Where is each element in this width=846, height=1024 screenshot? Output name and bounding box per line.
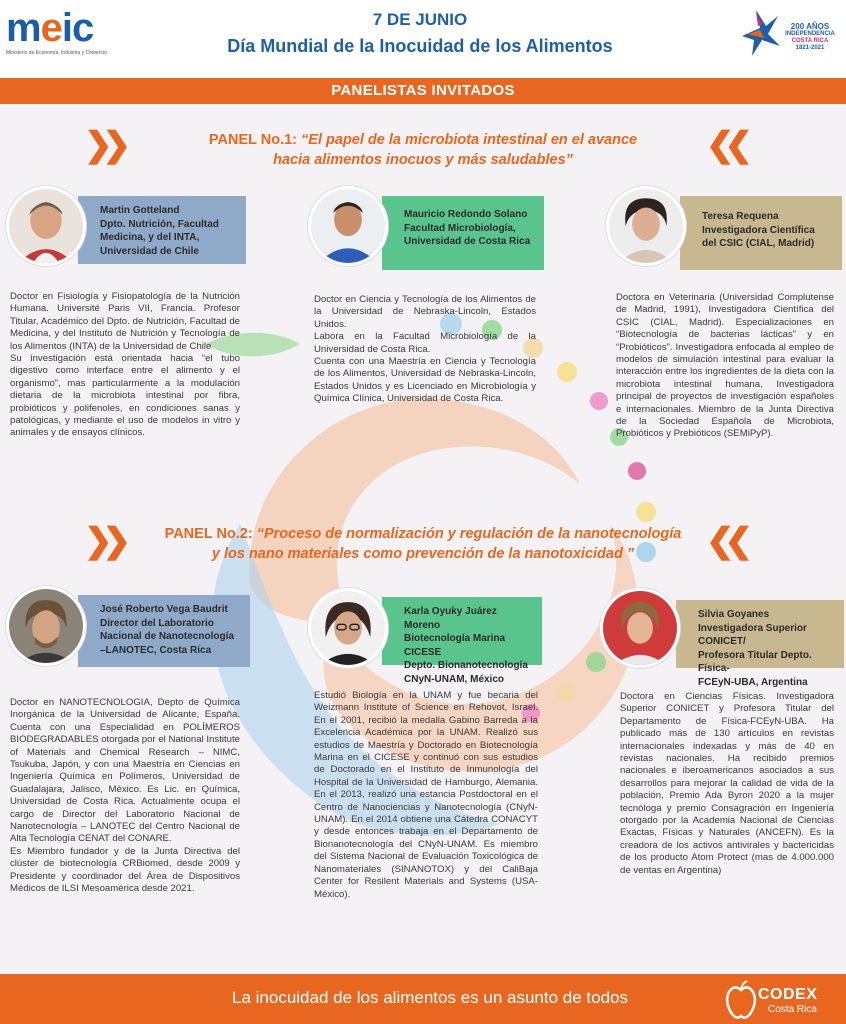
panelist-name-box: Mauricio Redondo Solano Facultad Microbiología, Universidad de Costa Rica <box>382 196 544 270</box>
panelists-band: PANELISTAS INVITADOS <box>0 78 846 104</box>
bicentennial-logo: 200 AÑOS INDEPENDENCIA COSTA RICA 1821-2021 <box>738 6 842 62</box>
panelist-bio: Doctor en Fisiología y Fisiopatología de la Nutrición Humana. Université Paris VII, Francia. Profesor Titular, Académico del Dpto. de Nutrición, Facultad de Medicina, y del Instituto de Nutrición y Tecnología de los Alimentos (INTA) de la Universidad de Chile Su investigación está orientada hacia “el tubo digestivo como interface entre el alimento y el organismo”, mas particularmente a la modulación dietaria de la microbiota intestinal por fibra, probióticos y polifenoles, en condiciones sanas y patológicas, y mediante el uso de modelos in vitro y animales y de ensayos clínicos. <box>10 291 240 439</box>
panelist-bio: Doctor en NANOTECNOLOGIA, Depto de Química Inorgánica de la Universidad de Alicante, España. Cuenta con una Especialidad en POLÍMEROS BIODEGRADABLES otorgada por el National Institute of Materials and Chemical Research – NIMC, Tsukuba, Japón, y con una Maestría en Ciencias en Ingeniería Química en Polímeros, Universidad de Guadalajara, Jalisco, México. Es Lic. en Química, Universidad de Costa Rica. Actualmente ocupa el cargo de Director del Laboratorio Nacional de Nanotecnología – LANOTEC del Centro Nacional de Alta Tecnología CENAT del CONARE. Es Miembro fundador y de la Junta Directiva del clúster de biotecnología CRBiomed, desde 2009 y Presidente y coordinador del Área de Dispositivos Médicos de ILSI Mesoamérica desde 2021. <box>10 697 240 895</box>
chevron-right-icon: ❯❯ <box>84 522 121 560</box>
panelist-photo <box>308 588 388 668</box>
chevron-right-icon: ❯❯ <box>84 126 121 164</box>
decorative-dot <box>590 392 608 410</box>
meic-logo-subtitle: Ministerio de Economía, Industria y Comercio <box>6 50 107 56</box>
decorative-dot <box>556 682 576 702</box>
panelist-photo <box>308 186 388 266</box>
event-date: 7 DE JUNIO <box>372 10 468 29</box>
bird-icon <box>738 6 782 58</box>
chevron-left-icon: ❮❮ <box>706 522 743 560</box>
codex-sub: Costa Rica <box>768 1004 817 1015</box>
chevron-left-icon: ❮❮ <box>706 126 743 164</box>
panelist-bio: Doctora en Veterinaria (Universidad Complutense de Madrid, 1991), Investigadora Científica del CSIC (CIAL, Madrid). Especializaciones en “Biotecnología de bacterias lácticas” y en “Probióticos”. Investigadora enfocada al empleo de modelos de simulación intestinal para evaluar la interacción entre los ingredientes de la dieta con la microbiota intestinal humana. Investigadora principal de proyectos de investigación españoles e internacionales. Miembro de la Junta Directiva de la Sociedad Española de Microbiota, Probióticos y Prebióticos (SEMiPyP). <box>616 292 834 440</box>
panelist-name-box: Karla Oyuky Juárez Moreno Biotecnología Marina CICESE Depto. Bionanotecnología CNyN-UNAM, México <box>382 597 542 665</box>
decorative-dot <box>628 462 646 480</box>
panelist-bio: Doctora en Ciencias Físicas. Investigadora Superior CONICET y Profesora Titular del Departamento de Física-FCEyN-UBA. Ha publicado más de 130 artículos en revistas internacionales indexadas y más de 40 en revistas nacionales. Ha recibido premios nacionales e iberoamericanos asociados a sus desarrollos para mejorar la calidad de vida de la población, Premio Ada Byron 2020 a la mujer tecnóloga y premio Consagración en Ingeniería otorgado por la Academia Nacional de Ciencias Exactas, Físicas y Naturales (ANCEFN). Es la creadora de los activos antivirales y bactericidas de los producto Atom Protect (mas de 4.000.000 de ventas en Argentina) <box>620 691 834 876</box>
panel2-title: PANEL No.2: “Proceso de normalización y regulación de la nanotecnología y los nano materiales como prevención de la nanotoxicidad ” <box>164 526 682 562</box>
apple-icon <box>724 980 758 1020</box>
panelist-photo <box>6 586 86 666</box>
panel1-title: PANEL No.1: “El papel de la microbiota intestinal en el avance hacia alimentos inocuos y más saludables” <box>208 132 638 168</box>
decorative-dot <box>557 362 577 382</box>
decorative-dot <box>586 652 606 672</box>
panelist-name-box: Martin Gotteland Dpto. Nutrición, Facultad Medicina, y del INTA, Universidad de Chile <box>78 196 246 264</box>
event-title: Día Mundial de la Inocuidad de los Alimentos <box>227 36 613 56</box>
codex-word: CODEX <box>758 986 818 1003</box>
codex-logo <box>722 978 842 1022</box>
decorative-dot <box>636 502 656 522</box>
panelist-name-box: Teresa Requena Investigadora Científica del CSIC (CIAL, Madrid) <box>680 196 842 270</box>
panelist-name-box: José Roberto Vega Baudrit Director del Laboratorio Nacional de Nanotecnología –LANOTEC, Costa Rica <box>78 595 250 667</box>
panelist-bio: Doctor en Ciencia y Tecnología de los Alimentos de la Universidad de Nebraska-Lincoln, Estados Unidos. Labora en la Facultad Microbiología de la Universidad de Costa Rica. Cuenta con una Maestría en Ciencia y Tecnología de los Alimentos, Universidad de Nebraska-Lincoln, Estados Unidos y es Licenciado en Microbiología y Química Clínica, Universidad de Costa Rica. <box>314 294 536 405</box>
panelist-photo <box>600 588 680 668</box>
meic-logo: meic Ministerio de Economía, Industria y Comercio <box>6 8 136 58</box>
footer-slogan: La inocuidad de los alimentos es un asunto de todos <box>232 988 628 1007</box>
panelist-bio: Estudió Biología en la UNAM y fue becaria del Weizmann Institute of Science en Rehovot, Israel. En el 2001, recibió la medalla Gabino Barreda a la Excelencia Académica por la UNAM. Realizó sus estudios de Maestría y Doctorado en Biotecnología Marina en el CICESE y continuó con sus estudios de Doctorado en el Instituto de Inmunología del Hospital de la Universidad de Hamburgo, Alemania. En el 2013, realizó una estancia Postdoctoral en el Centro de Nanociencias y Nanotecnología (CNyN-UNAM). En el 2014 obtiene una Cátedra CONACYT y desde entonces trabaja en el Departamento de Bionanotecnología del CNyN-UNAM. Es miembro del Sistema Nacional de Evaluación Toxicológica de Nanomateriales (SINANOTOX) y del CaliBaja Center for Resilent Materials and Systems (USA-México). <box>314 690 538 900</box>
panelist-photo <box>6 186 86 266</box>
panelist-name-box: Silvia Goyanes Investigadora Superior CONICET/ Profesora Titular Depto. Física- FCEyN-UBA, Argentina <box>676 600 844 668</box>
panelist-photo <box>606 186 686 266</box>
